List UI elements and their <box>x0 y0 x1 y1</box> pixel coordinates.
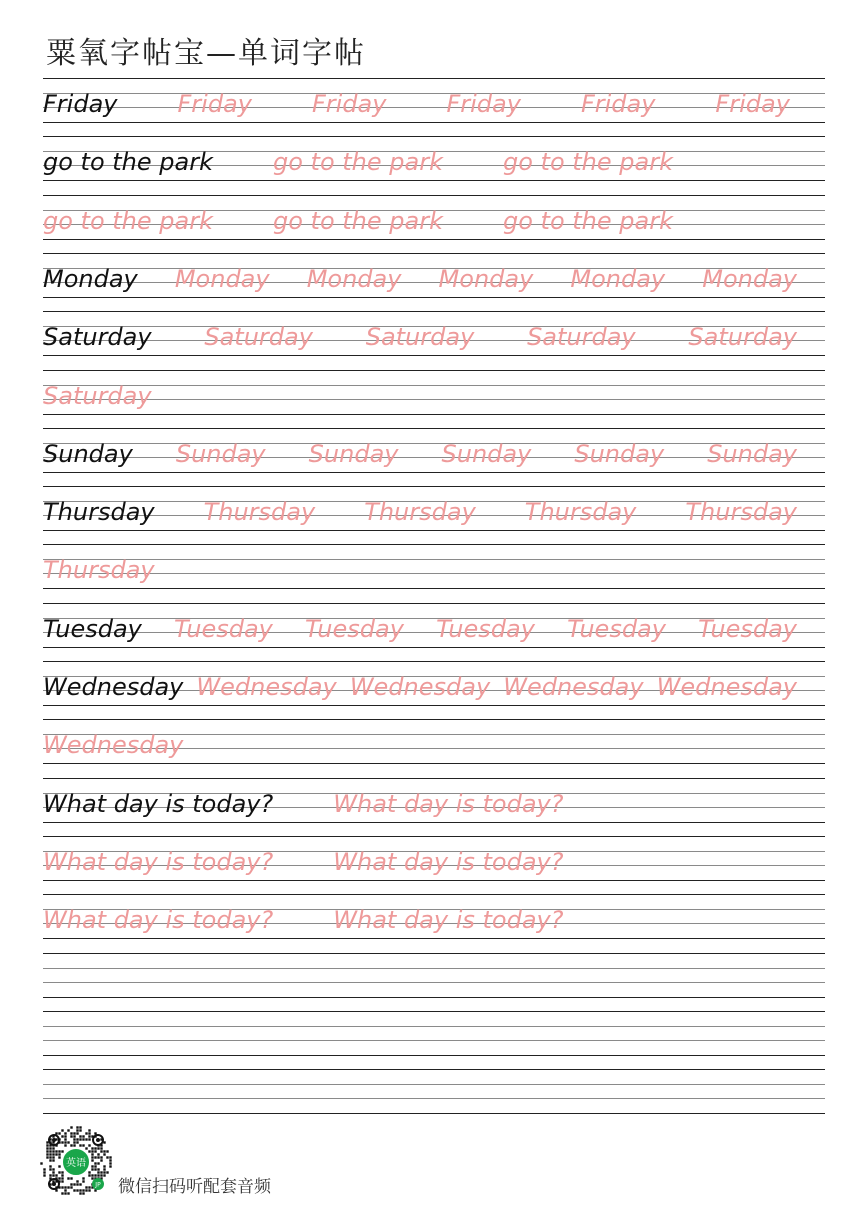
base-rule <box>43 530 825 531</box>
guide-rule <box>43 573 825 574</box>
base-rule <box>43 822 825 823</box>
base-rule <box>43 997 825 998</box>
model-word: Saturday <box>43 323 152 352</box>
trace-word: Thursday <box>524 498 637 527</box>
trace-word: Thursday <box>203 498 316 527</box>
trace-word: Friday <box>177 90 252 118</box>
base-rule <box>43 414 825 415</box>
guide-rule <box>43 93 825 94</box>
top-rule <box>43 953 825 954</box>
model-word: go to the park <box>43 148 213 177</box>
trace-word: go to the park <box>273 148 443 177</box>
top-rule <box>43 428 825 429</box>
trace-word: Saturday <box>688 323 797 352</box>
trace-word: Saturday <box>43 381 152 410</box>
model-word: Sunday <box>43 439 133 468</box>
trace-word: Saturday <box>527 323 636 352</box>
guide-rule <box>43 1098 825 1099</box>
trace-word: Wednesday <box>349 673 491 701</box>
qr-badge-label: 英语 <box>66 1158 86 1169</box>
top-rule <box>43 544 825 545</box>
guide-rule <box>43 399 825 400</box>
trace-word: Saturday <box>204 323 313 352</box>
trace-word: Tuesday <box>436 614 535 643</box>
top-rule <box>43 486 825 487</box>
top-rule <box>43 1069 825 1070</box>
trace-word: Sunday <box>308 439 399 468</box>
trace-word: Wednesday <box>503 673 644 701</box>
model-word: Wednesday <box>43 673 184 701</box>
page-title: 粟氧字帖宝—单词字帖 <box>46 36 366 71</box>
base-rule <box>43 355 825 356</box>
trace-word: Sunday <box>574 439 665 468</box>
base-rule <box>43 180 825 181</box>
top-rule <box>43 603 825 604</box>
handwriting-sheet <box>43 78 825 1118</box>
guide-rule <box>43 968 825 969</box>
base-rule <box>43 763 825 764</box>
trace-word: Sunday <box>707 439 797 468</box>
guide-rule <box>43 385 825 386</box>
guide-rule <box>43 1026 825 1027</box>
top-rule <box>43 719 825 720</box>
top-rule <box>43 836 825 837</box>
top-rule <box>43 311 825 312</box>
top-rule <box>43 661 825 662</box>
trace-word: Monday <box>438 264 534 293</box>
top-rule <box>43 195 825 196</box>
trace-word: Sunday <box>441 439 532 468</box>
base-rule <box>43 705 825 706</box>
model-word: Thursday <box>43 498 155 527</box>
trace-word: Saturday <box>365 323 475 352</box>
trace-word: What day is today? <box>333 847 564 876</box>
base-rule <box>43 472 825 473</box>
guide-rule <box>43 559 825 560</box>
trace-word: Wednesday <box>196 673 337 701</box>
trace-word: What day is today? <box>333 906 564 935</box>
trace-word: Friday <box>311 90 387 118</box>
trace-word: What day is today? <box>333 789 564 818</box>
trace-word: Tuesday <box>698 614 797 643</box>
trace-word: go to the park <box>503 206 673 235</box>
base-rule <box>43 1113 825 1114</box>
top-rule <box>43 253 825 254</box>
base-rule <box>43 122 825 123</box>
trace-word: Thursday <box>43 556 155 585</box>
base-rule <box>43 880 825 881</box>
model-word: Friday <box>43 90 118 118</box>
guide-rule <box>43 982 825 983</box>
trace-word: Monday <box>306 264 402 293</box>
footer-caption: 微信扫码听配套音频 <box>118 1177 271 1197</box>
trace-word: Friday <box>446 90 521 118</box>
trace-word: Wednesday <box>656 673 797 701</box>
base-rule <box>43 1055 825 1056</box>
trace-word: What day is today? <box>43 847 274 876</box>
guide-rule <box>43 107 825 108</box>
qr-corner-label: JP <box>95 1181 101 1189</box>
top-rule <box>43 136 825 137</box>
trace-word: Friday <box>580 90 656 118</box>
trace-word: Thursday <box>685 498 797 527</box>
base-rule <box>43 239 825 240</box>
model-word: Monday <box>43 264 138 293</box>
trace-word: Tuesday <box>305 614 404 643</box>
trace-word: go to the park <box>503 148 673 177</box>
trace-word: Thursday <box>364 498 476 527</box>
trace-word: Tuesday <box>174 614 273 643</box>
trace-word: go to the park <box>43 206 213 235</box>
trace-word: Sunday <box>175 439 266 468</box>
trace-word: Monday <box>702 264 797 293</box>
trace-word: Wednesday <box>43 731 184 760</box>
footer <box>40 1126 360 1198</box>
qr-code-icon[interactable] <box>40 1126 112 1198</box>
top-rule <box>43 778 825 779</box>
base-rule <box>43 588 825 589</box>
base-rule <box>43 297 825 298</box>
base-rule <box>43 647 825 648</box>
base-rule <box>43 938 825 939</box>
trace-word: go to the park <box>273 206 443 235</box>
trace-word: Friday <box>715 90 790 118</box>
top-rule <box>43 894 825 895</box>
model-word: What day is today? <box>43 789 274 818</box>
top-rule <box>43 78 825 79</box>
guide-rule <box>43 1040 825 1041</box>
trace-word: Monday <box>174 264 270 293</box>
guide-rule <box>43 1084 825 1085</box>
trace-word: Monday <box>570 264 666 293</box>
trace-word: Tuesday <box>567 614 666 643</box>
top-rule <box>43 370 825 371</box>
top-rule <box>43 1011 825 1012</box>
trace-word: What day is today? <box>43 906 274 935</box>
model-word: Tuesday <box>43 614 142 643</box>
